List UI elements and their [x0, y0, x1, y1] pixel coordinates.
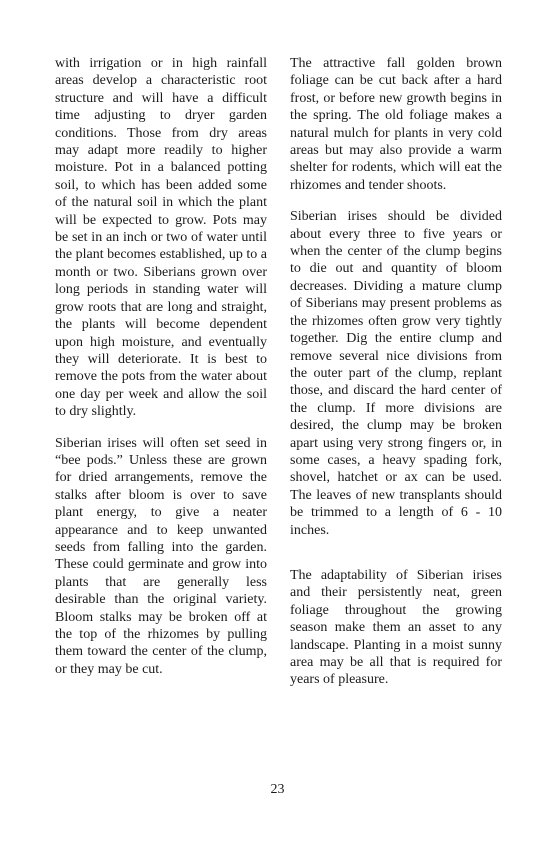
paragraph-seed-pods: Siberian irises will often set seed in “bee pods.” Unless these are grown for dried arrangements, remove the stalks after bloom is over to save plant energy, to give a neater appearance and to keep unwanted seeds from falling into the garden. These could germinate and grow into plants that are generally less desirable than the original variety. Bloom stalks may be broken off at the top of the rhizomes by pulling them toward the center of the clump, or they may be cut.	[55, 435, 267, 677]
paragraph-fall-foliage: The attractive fall golden brown foliage can be cut back after a hard frost, or before new growth begins in the spring. The old foliage makes a natural mulch for plants in very cold areas but may also provide a warm shelter for rodents, which will eat the rhizomes and tender shoots.	[290, 56, 502, 193]
left-column	[55, 55, 267, 692]
paragraph-adaptability: The adaptability of Siberian irises and their persistently neat, green foliage throughout the growing season make them an asset to any landscape. Planting in a moist sunny area may be all that is required for years of pleasure.	[290, 567, 502, 688]
right-column	[290, 55, 502, 703]
paragraph-irrigation-roots: with irrigation or in high rainfall areas develop a characteristic root structure and will have a difficult time adjusting to dryer garden conditions. Those from dry areas may adapt more readily to higher moisture. Pot in a balanced potting soil, to which has been added some of the natural soil in which the plant will be expected to grow. Pots may be set in an inch or two of water until the plant becomes established, up to a month or two. Siberians grown over long periods in standing water will grow roots that are long and straight, the plants will become dependent upon high moisture, and eventually they will deteriorate. It is best to remove the pots from the water about one day per week and allow the soil to dry slightly.	[55, 56, 267, 420]
page-number: 23	[270, 782, 285, 797]
paragraph-dividing-clumps: Siberian irises should be divided about every three to five years or when the center of the clump begins to die out and quantity of bloom decreases. Dividing a mature clump of Siberians may present problems as the rhizomes often grow very tightly together. Dig the entire clump and remove several nice divisions from the outer part of the clump, replant those, and discard the hard center of the clump. If more divisions are desired, the clump may be broken apart using very strong fingers or, in some cases, a heavy spading fork, shovel, hatchet or ax can be used. The leaves of new transplants should be trimmed to a length of 6 - 10 inches.	[290, 209, 502, 538]
